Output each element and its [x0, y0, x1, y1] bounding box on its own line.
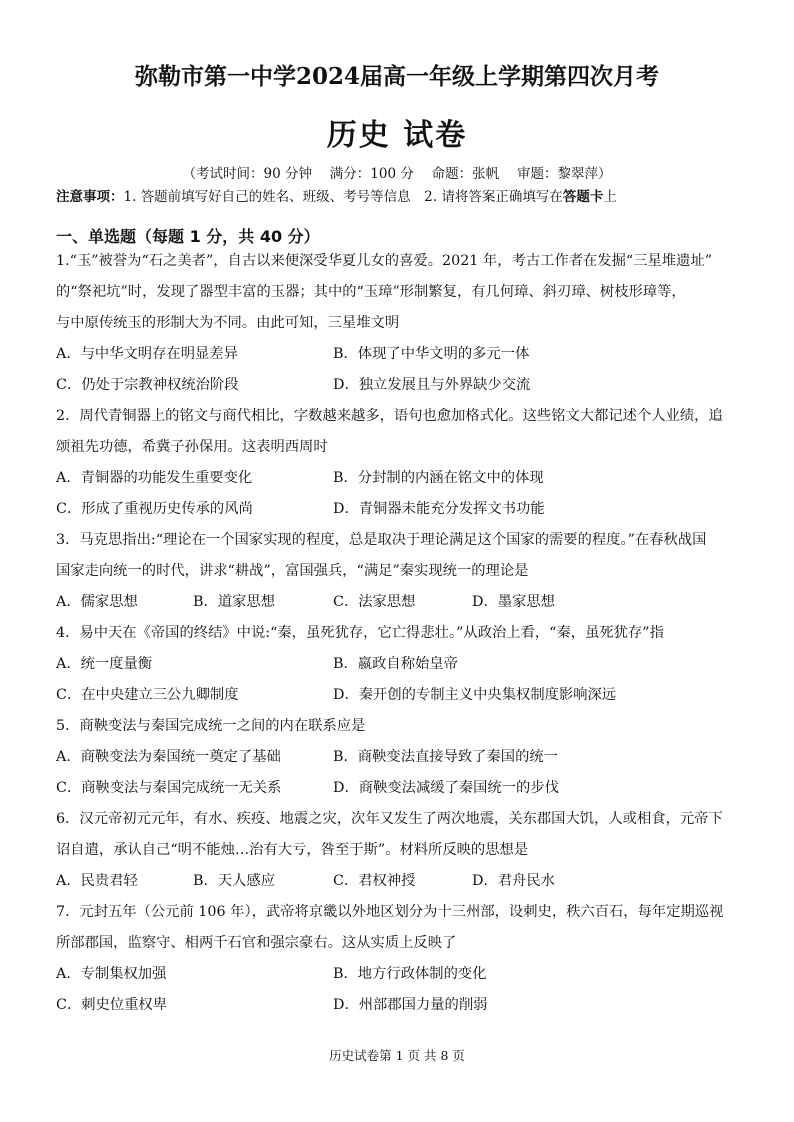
option: B．体现了中华文明的多元一体	[333, 346, 530, 362]
question-stem-line: 1.“玉”被誉为“石之美者”，自古以来便深受华夏儿女的喜爱。2021 年，考古工作者在发掘“三星堆遗址”	[56, 253, 712, 269]
option: D．君舟民水	[472, 873, 555, 889]
option: C．法家思想	[333, 594, 416, 610]
question-stem-line: 6．汉元帝初元元年，有水、疾疫、地震之灾，次年又发生了两次地震，关东郡国大饥，人或相食，元帝下	[56, 811, 723, 827]
option: A．儒家思想	[56, 594, 138, 610]
exam-meta: （考试时间：90 分钟 满分：100 分 命题：张帆 审题：黎翠萍）	[182, 166, 612, 182]
option: C．刺史位重权卑	[56, 997, 168, 1013]
option: C．仍处于宗教神权统治阶段	[56, 377, 239, 393]
question-stem-line: 所部郡国，监察守、相两千石官和强宗豪右。这从实质上反映了	[56, 935, 457, 951]
option: C．商鞅变法与秦国完成统一无关系	[56, 780, 282, 796]
option: D．州部郡国力量的削弱	[333, 997, 488, 1013]
subject-title: 历史 试卷	[326, 118, 468, 153]
option: C．君权神授	[333, 873, 416, 889]
option: C．形成了重视历史传承的风尚	[56, 501, 253, 517]
option: A．青铜器的功能发生重要变化	[56, 470, 253, 486]
option: B．嬴政自称始皇帝	[333, 656, 458, 672]
option: D．青铜器未能充分发挥文书功能	[333, 501, 545, 517]
notes	[56, 185, 617, 205]
question-stem-line: 颂祖先功德，希冀子孙保用。这表明西周时	[56, 439, 328, 455]
option: B．天人感应	[193, 873, 275, 889]
question-stem-line: 7．元封五年（公元前 106 年），武帝将京畿以外地区划分为十三州部，设刺史，秩六百石，每年定期巡视	[56, 904, 724, 920]
option: A．与中华文明存在明显差异	[56, 346, 238, 362]
question-stem-line: 5．商鞅变法与秦国完成统一之间的内在联系应是	[56, 718, 366, 734]
school-title: 弥勒市第一中学2024届高一年级上学期第四次月考	[134, 63, 659, 90]
option: A．民贵君轻	[56, 873, 138, 889]
option: B．商鞅变法直接导致了秦国的统一	[333, 749, 558, 765]
question-stem-line: 诏自遣，承认自己“明不能烛…治有大亏，咎至于斯”。材料所反映的思想是	[56, 842, 529, 858]
option: D．秦开创的专制主义中央集权制度影响深远	[333, 687, 617, 703]
section-title: 一、单选题（每题 1 分，共 40 分）	[56, 227, 320, 246]
option: D．商鞅变法减缓了秦国统一的步伐	[333, 780, 559, 796]
option: A．专制集权加强	[56, 966, 167, 982]
option: C．在中央建立三公九卿制度	[56, 687, 239, 703]
notes-tail: 上	[603, 189, 617, 205]
question-stem-line: 2．周代青铜器上的铭文与商代相比，字数越来越多，语句也愈加格式化。这些铭文大都记述个人业绩，追	[56, 408, 723, 424]
option: A．商鞅变法为秦国统一奠定了基础	[56, 749, 281, 765]
question-stem-line: 的“祭祀坑”时，发现了器型丰富的玉器；其中的“玉璋”形制繁复，有几何璋、斜刃璋、树枝形璋等，	[56, 284, 686, 300]
option: B．道家思想	[193, 594, 275, 610]
option: D．墨家思想	[472, 594, 555, 610]
page-footer: 历史试卷第 1 页 共 8 页	[329, 1048, 465, 1063]
notes-label: 注意事项：	[56, 189, 124, 205]
question-stem-line: 3．马克思指出:“理论在一个国家实现的程度，总是取决于理论满足这个国家的需要的程度。”在春秋战国	[56, 532, 707, 548]
option: B．分封制的内涵在铭文中的体现	[333, 470, 544, 486]
option: B．地方行政体制的变化	[333, 966, 487, 982]
question-stem-line: 4．易中天在《帝国的终结》中说:“秦，虽死犹存，它亡得悲壮。”从政治上看，“秦，虽死犹存”指	[56, 625, 664, 641]
question-stem-line: 与中原传统玉的形制大为不同。由此可知，三星堆文明	[56, 315, 400, 331]
option: A．统一度量衡	[56, 656, 153, 672]
question-stem-line: 国家走向统一的时代，讲求“耕战”，富国强兵，“满足”秦实现统一的理论是	[56, 563, 529, 579]
option: D．独立发展且与外界缺少交流	[333, 377, 531, 393]
notes-text: 1. 答题前填写好自己的姓名、班级、考号等信息 2. 请将答案正确填写在	[123, 189, 563, 205]
notes-bold: 答题卡	[562, 189, 604, 205]
